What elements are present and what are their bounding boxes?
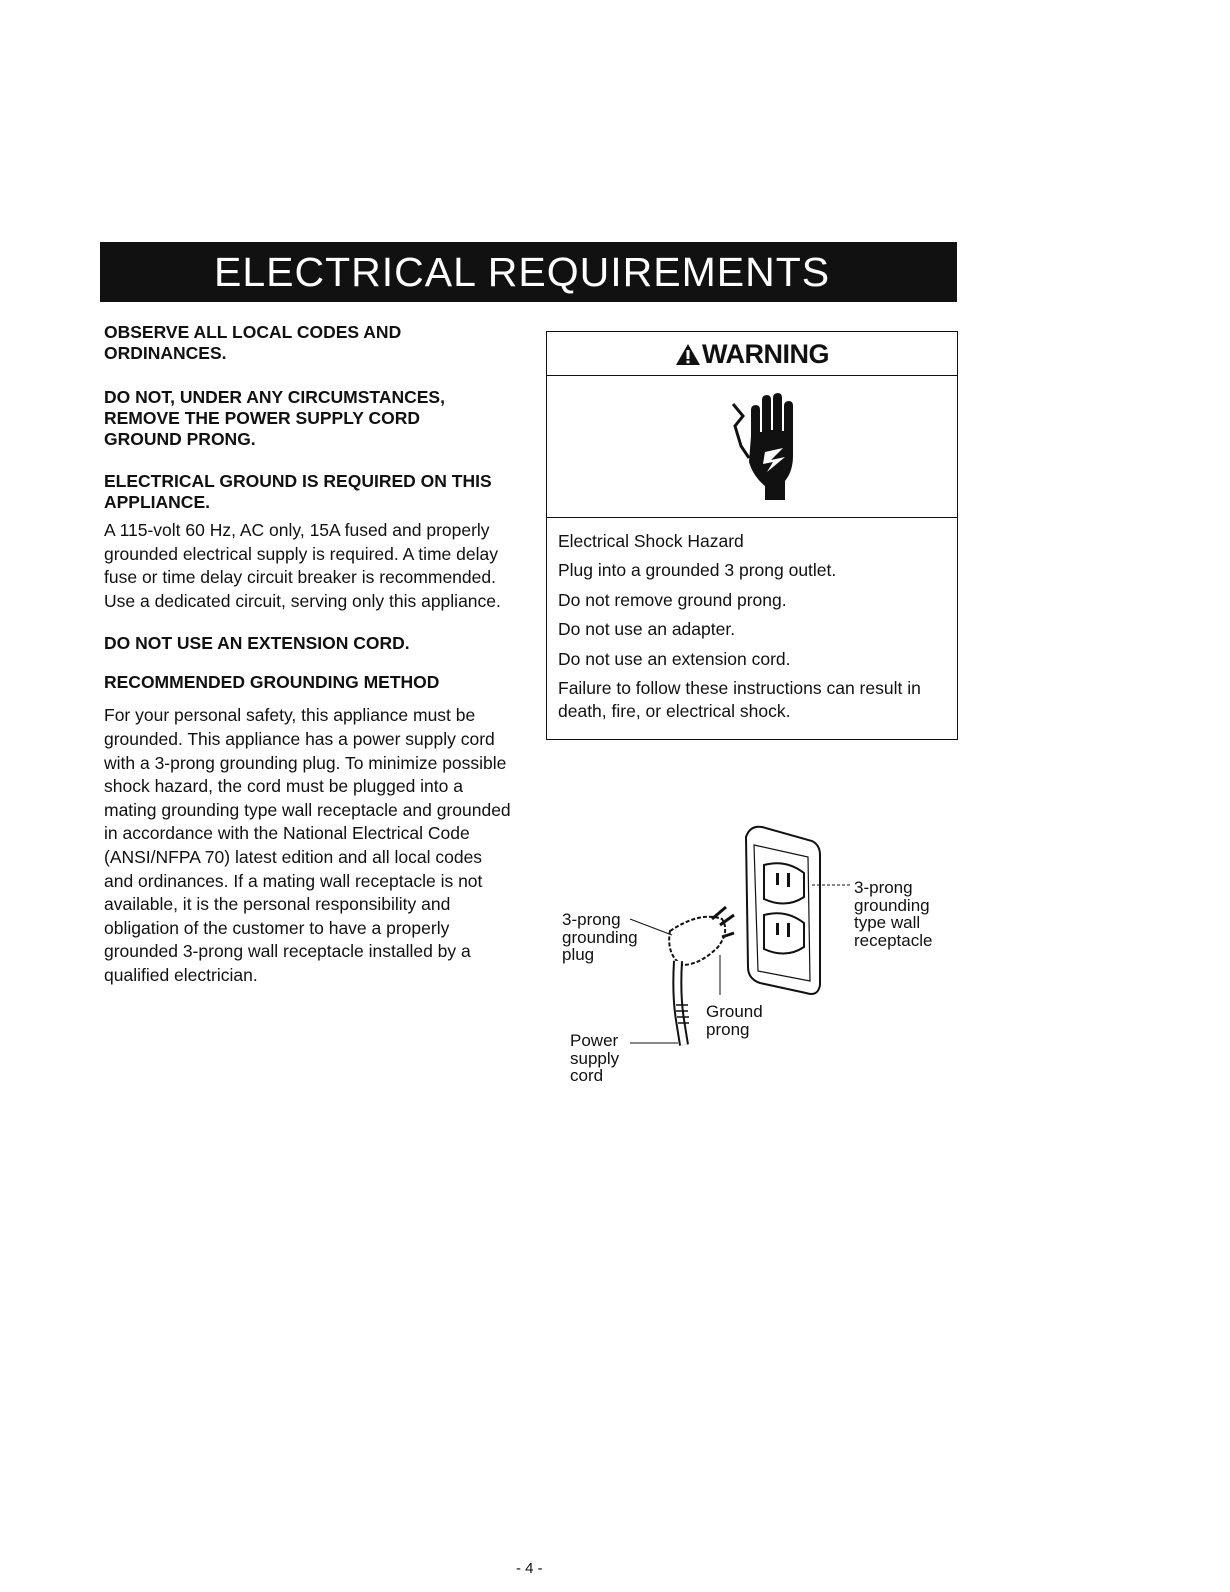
ground-prong-label: Ground prong	[706, 1002, 763, 1039]
receptacle-label: 3-prong grounding type wall receptacle	[854, 878, 933, 950]
warning-triangle-icon	[675, 343, 701, 366]
warning-icon-area	[547, 376, 957, 518]
warning-line: Do not use an adapter.	[558, 619, 736, 640]
warning-text-list	[547, 518, 957, 723]
warning-line: Do not use an extension cord.	[558, 648, 791, 669]
heading-ground-prong: DO NOT, UNDER ANY CIRCUMSTANCES, REMOVE THE POWER SUPPLY CORD GROUND PRONG.	[104, 387, 445, 449]
plug-label: 3-prong grounding plug	[562, 910, 638, 964]
supply-requirements-text: A 115-volt 60 Hz, AC only, 15A fused and properly grounded electrical supply is required. A time delay fuse or time delay circuit breaker is recommended. Use a dedicated circuit, serving only this appliance.	[104, 520, 501, 611]
left-column	[104, 322, 524, 988]
page-number: - 4 -	[516, 1560, 543, 1577]
warning-line: Plug into a grounded 3 prong outlet.	[558, 560, 837, 581]
grounding-plug-figure	[550, 815, 970, 1105]
section-title-banner: ELECTRICAL REQUIREMENTS	[100, 242, 957, 302]
warning-line: Do not remove ground prong.	[558, 589, 787, 610]
warning-line: Failure to follow these instructions can result in death, fire, or electrical shock.	[558, 678, 921, 722]
heading-grounding-method: RECOMMENDED GROUNDING METHOD	[104, 672, 440, 693]
electric-shock-hand-icon	[725, 386, 805, 511]
power-cord-label: Power supply cord	[570, 1031, 620, 1085]
warning-line: Electrical Shock Hazard	[558, 531, 744, 551]
warning-box	[546, 331, 958, 740]
warning-title: WARNING	[547, 332, 957, 376]
grounding-method-text: For your personal safety, this appliance must be grounded. This appliance has a power supply cord with a 3-prong grounding plug. To minimize possible shock hazard, the cord must be plugged into a mating grounding type wall receptacle and grounded in accordance with the National Electrical Code (ANSI/NFPA 70) latest edition and all local codes and ordinances. If a mating wall receptacle is not available, it is the personal responsibility and obligation of the customer to have a properly grounded 3-prong wall receptacle installed by a qualified electrician.	[104, 705, 511, 985]
heading-ground-required: ELECTRICAL GROUND IS REQUIRED ON THIS APPLIANCE.	[104, 471, 492, 512]
heading-observe-codes: OBSERVE ALL LOCAL CODES AND ORDINANCES.	[104, 322, 402, 363]
heading-no-extension-cord: DO NOT USE AN EXTENSION CORD.	[104, 633, 410, 654]
